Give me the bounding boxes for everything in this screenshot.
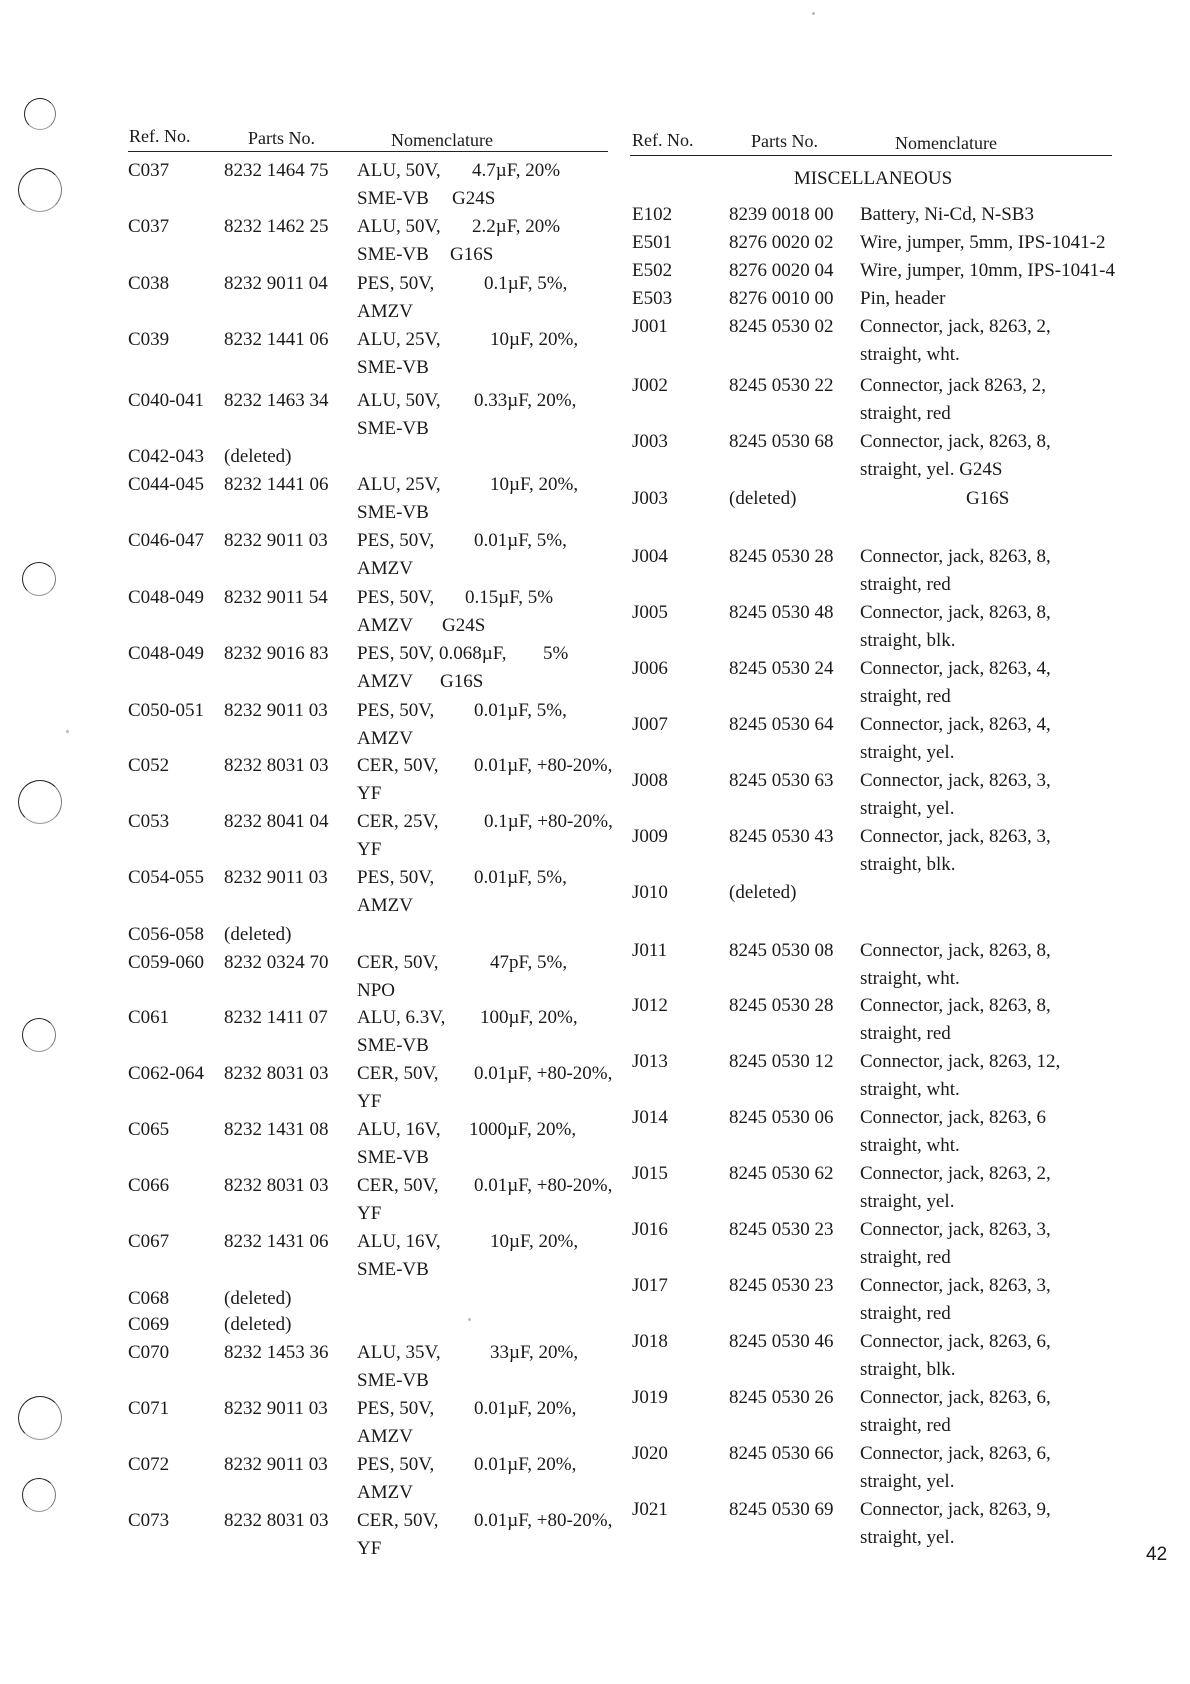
parts-no: 8232 1431 06 [224,1231,329,1252]
parts-no: 8232 9011 03 [224,700,328,721]
parts-no: 8232 9011 03 [224,1398,328,1419]
ref-no: C052 [128,755,170,776]
ref-no: C061 [128,1007,170,1028]
parts-no: 8232 8031 03 [224,1175,329,1196]
parts-no: 8245 0530 06 [729,1107,834,1128]
nomenclature-value: 4.7µF, 20% [472,160,561,181]
nomenclature: PES, 50V, [357,1398,435,1419]
nomenclature-value: 0.1µF, +80-20%, [484,811,613,832]
nomenclature: Connector, jack, 8263, 4, [860,714,1051,735]
ref-no: C046-047 [128,530,204,551]
nomenclature: ALU, 25V, [357,329,441,350]
nomenclature: Connector, jack, 8263, 6 [860,1107,1047,1128]
ref-no: C039 [128,329,170,350]
nomenclature-value: 0.15µF, 5% [465,587,554,608]
left-header-ref: Ref. No. [129,126,191,146]
parts-no: 8245 0530 22 [729,375,834,396]
parts-no: 8232 9011 03 [224,1454,328,1475]
parts-no: 8245 0530 66 [729,1443,834,1464]
ref-no: C040-041 [128,390,204,411]
ref-no: E102 [632,204,673,225]
right-header-ref: Ref. No. [632,130,694,150]
nomenclature-value: 0.1µF, 5%, [484,273,568,294]
nomenclature-line-2: YF [357,783,382,804]
ref-no: C056-058 [128,924,204,945]
right-header-parts: Parts No. [751,131,818,151]
binder-hole [22,1018,56,1052]
parts-no: 8232 9011 03 [224,867,328,888]
nomenclature-value: 47pF, 5%, [490,952,568,973]
ref-no: J012 [632,995,668,1016]
nomenclature: PES, 50V, [357,700,435,721]
ref-no: C059-060 [128,952,204,973]
nomenclature: CER, 50V, [357,755,439,776]
nomenclature-line-2: straight, yel. [860,1191,955,1212]
nomenclature-line-2: straight, red [860,686,951,707]
nomenclature: PES, 50V, [357,587,435,608]
binder-hole [22,1478,56,1512]
nomenclature-value: 0.01µF, 20%, [474,1454,577,1475]
nomenclature-line-2: NPO [357,980,396,1001]
section-title-miscellaneous: MISCELLANEOUS [793,168,953,189]
parts-no: 8232 9011 54 [224,587,328,608]
nomenclature: Connector, jack, 8263, 8, [860,431,1051,452]
nomenclature: Connector, jack, 8263, 6, [860,1331,1051,1352]
nomenclature-line-2: straight, red [860,574,951,595]
nomenclature: CER, 50V, [357,952,439,973]
nomenclature-line-2: straight, blk. [860,630,956,651]
ref-no: J019 [632,1387,668,1408]
nomenclature-value: 0.33µF, 20%, [474,390,577,411]
nomenclature: ALU, 25V, [357,474,441,495]
parts-no: (deleted) [729,882,797,903]
parts-no: 8245 0530 24 [729,658,834,679]
nomenclature-value: 0.01µF, +80-20%, [474,755,613,776]
ref-no: J015 [632,1163,668,1184]
nomenclature-value: 0.01µF, +80-20%, [474,1063,613,1084]
nomenclature: ALU, 35V, [357,1342,441,1363]
ref-no: C044-045 [128,474,204,495]
binder-hole [22,562,56,596]
nomenclature-line-2: straight, wht. [860,1135,960,1156]
parts-no: 8232 9011 04 [224,273,328,294]
ref-no: J018 [632,1331,668,1352]
ref-no: J011 [632,940,668,961]
nomenclature: Connector, jack, 8263, 8, [860,995,1051,1016]
nomenclature-line-2: YF [357,1538,382,1559]
nomenclature: ALU, 50V, [357,160,441,181]
parts-no: 8232 1441 06 [224,474,329,495]
ref-no: J006 [632,658,668,679]
nomenclature: Connector, jack, 8263, 8, [860,546,1051,567]
nomenclature-line-2: AMZV [357,1426,413,1447]
nomenclature: Connector, jack, 8263, 6, [860,1387,1051,1408]
nomenclature: Connector, jack, 8263, 3, [860,1219,1051,1240]
ref-no: J005 [632,602,668,623]
parts-no: 8245 0530 23 [729,1275,834,1296]
ref-no: C066 [128,1175,170,1196]
ref-no: C042-043 [128,446,204,467]
parts-no: 8232 1464 75 [224,160,329,181]
nomenclature-line-2: straight, yel. [860,742,955,763]
parts-no: (deleted) [729,488,797,509]
parts-no: 8245 0530 46 [729,1331,834,1352]
nomenclature-line-2: SME-VB [357,1370,429,1391]
nomenclature: PES, 50V, [357,530,435,551]
parts-no: 8245 0530 26 [729,1387,834,1408]
nomenclature: CER, 25V, [357,811,439,832]
ref-no: C067 [128,1231,170,1252]
nomenclature: PES, 50V, [357,867,435,888]
ref-no: J016 [632,1219,668,1240]
nomenclature-line-2: straight, wht. [860,968,960,989]
nomenclature: CER, 50V, [357,1175,439,1196]
ref-no: C037 [128,160,170,181]
nomenclature-line-2: AMZV [357,671,413,692]
nomenclature: CER, 50V, [357,1510,439,1531]
parts-no: 8232 1462 25 [224,216,329,237]
nomenclature-line-2: YF [357,1203,382,1224]
nomenclature-line-2: straight, blk. [860,854,956,875]
parts-no: 8245 0530 62 [729,1163,834,1184]
nomenclature: Wire, jumper, 5mm, IPS-1041-2 [860,232,1106,253]
nomenclature-line-2: SME-VB [357,1259,429,1280]
nomenclature-variant: G16S [450,244,494,265]
left-header-rule [128,151,608,152]
nomenclature: Connector, jack, 8263, 6, [860,1443,1051,1464]
nomenclature-value: 0.01µF, 5%, [474,700,567,721]
nomenclature: Connector, jack 8263, 2, [860,375,1047,396]
parts-no: 8245 0530 12 [729,1051,834,1072]
parts-no: 8245 0530 69 [729,1499,834,1520]
binder-hole [18,1396,62,1440]
parts-no: 8245 0530 64 [729,714,834,735]
nomenclature-value: 10µF, 20%, [490,329,579,350]
ref-no: C071 [128,1398,170,1419]
parts-no: 8232 1441 06 [224,329,329,350]
speck [468,1318,471,1321]
nomenclature-line-2: straight, wht. [860,344,960,365]
parts-no: 8245 0530 23 [729,1219,834,1240]
ref-no: J007 [632,714,668,735]
nomenclature-line-2: SME-VB [357,418,429,439]
nomenclature-value: 10µF, 20%, [490,474,579,495]
ref-no: C065 [128,1119,170,1140]
nomenclature: Connector, jack, 8263, 2, [860,316,1051,337]
nomenclature: ALU, 6.3V, [357,1007,446,1028]
page-number: 42 [1146,1544,1168,1565]
nomenclature-line-2: AMZV [357,1482,413,1503]
nomenclature-value: 33µF, 20%, [490,1342,579,1363]
parts-no: (deleted) [224,446,292,467]
nomenclature-line-2: straight, red [860,403,951,424]
nomenclature: PES, 50V, [357,1454,435,1475]
parts-no: 8232 8031 03 [224,1063,329,1084]
left-header-nomenclature: Nomenclature [391,130,493,150]
nomenclature-line-2: straight, red [860,1023,951,1044]
left-header-parts: Parts No. [248,128,315,148]
parts-no: 8232 8031 03 [224,1510,329,1531]
ref-no: C053 [128,811,170,832]
nomenclature-value: 100µF, 20%, [480,1007,578,1028]
nomenclature: Connector, jack, 8263, 2, [860,1163,1051,1184]
nomenclature: Connector, jack, 8263, 12, [860,1051,1061,1072]
nomenclature-line-2: AMZV [357,558,413,579]
nomenclature: Connector, jack, 8263, 8, [860,940,1051,961]
parts-no: 8245 0530 02 [729,316,834,337]
nomenclature-line-2: straight, yel. [860,1471,955,1492]
ref-no: J004 [632,546,668,567]
ref-no: C073 [128,1510,170,1531]
right-header-rule [630,155,1112,156]
parts-no: 8245 0530 63 [729,770,834,791]
parts-no: 8232 1411 07 [224,1007,328,1028]
parts-no: 8245 0530 28 [729,546,834,567]
parts-no: (deleted) [224,924,292,945]
ref-no: J021 [632,1499,668,1520]
ref-no: C037 [128,216,170,237]
ref-no: C048-049 [128,587,204,608]
binder-hole [18,780,62,824]
parts-no: (deleted) [224,1314,292,1335]
ref-no: J008 [632,770,668,791]
parts-no: 8245 0530 48 [729,602,834,623]
parts-no: 8232 8031 03 [224,755,329,776]
nomenclature-value: 0.01µF, +80-20%, [474,1175,613,1196]
nomenclature-value: 0.01µF, +80-20%, [474,1510,613,1531]
nomenclature-line-2: SME-VB [357,244,429,265]
parts-no: 8276 0020 04 [729,260,834,281]
ref-no: E501 [632,232,673,253]
nomenclature-line-2: straight, red [860,1247,951,1268]
ref-no: C070 [128,1342,170,1363]
parts-no: (deleted) [224,1288,292,1309]
nomenclature-line-2: AMZV [357,301,413,322]
parts-no: 8232 0324 70 [224,952,329,973]
parts-no: 8232 1453 36 [224,1342,329,1363]
right-header-nomenclature: Nomenclature [895,133,997,153]
ref-no: E503 [632,288,673,309]
nomenclature-line-2: straight, yel. G24S [860,459,1003,480]
ref-no: J014 [632,1107,668,1128]
nomenclature: Wire, jumper, 10mm, IPS-1041-4 [860,260,1115,281]
nomenclature: ALU, 16V, [357,1231,441,1252]
binder-hole [18,168,62,212]
binder-hole [24,98,56,130]
nomenclature-line-2: straight, red [860,1415,951,1436]
parts-no: 8276 0020 02 [729,232,834,253]
nomenclature-line-2: YF [357,839,382,860]
nomenclature-value: 1000µF, 20%, [469,1119,577,1140]
nomenclature-line-2: SME-VB [357,502,429,523]
parts-no: 8232 9016 83 [224,643,329,664]
nomenclature-variant: G16S [966,488,1010,509]
nomenclature: ALU, 50V, [357,216,441,237]
nomenclature: ALU, 16V, [357,1119,441,1140]
ref-no: J009 [632,826,668,847]
nomenclature-line-2: AMZV [357,615,413,636]
nomenclature-line-2: straight, yel. [860,1527,955,1548]
parts-no: 8232 9011 03 [224,530,328,551]
nomenclature: Connector, jack, 8263, 8, [860,602,1051,623]
nomenclature-line-2: AMZV [357,728,413,749]
nomenclature: Connector, jack, 8263, 9, [860,1499,1051,1520]
ref-no: C048-049 [128,643,204,664]
nomenclature-line-2: YF [357,1091,382,1112]
parts-no: 8232 1463 34 [224,390,329,411]
speck [812,12,815,15]
nomenclature-line-2: straight, red [860,1303,951,1324]
nomenclature: Connector, jack, 8263, 3, [860,770,1051,791]
ref-no: C054-055 [128,867,204,888]
ref-no: E502 [632,260,673,281]
speck [66,730,69,733]
parts-no: 8232 1431 08 [224,1119,329,1140]
nomenclature-value: 10µF, 20%, [490,1231,579,1252]
ref-no: J003 [632,431,668,452]
nomenclature-variant: G24S [442,615,486,636]
nomenclature-line-2: SME-VB [357,357,429,378]
nomenclature: Pin, header [860,288,946,309]
ref-no: C068 [128,1288,170,1309]
nomenclature-value: 5% [543,643,569,664]
parts-no: 8245 0530 68 [729,431,834,452]
nomenclature-variant: G16S [440,671,484,692]
nomenclature-value: 2.2µF, 20% [472,216,561,237]
ref-no: C069 [128,1314,170,1335]
ref-no: C038 [128,273,170,294]
parts-no: 8245 0530 08 [729,940,834,961]
ref-no: C062-064 [128,1063,204,1084]
nomenclature: Connector, jack, 8263, 3, [860,826,1051,847]
nomenclature-value: 0.01µF, 5%, [474,867,567,888]
ref-no: C050-051 [128,700,204,721]
parts-no: 8276 0010 00 [729,288,834,309]
nomenclature: Connector, jack, 8263, 4, [860,658,1051,679]
ref-no: J020 [632,1443,668,1464]
nomenclature: CER, 50V, [357,1063,439,1084]
nomenclature: PES, 50V, 0.068µF, [357,643,507,664]
ref-no: J010 [632,882,668,903]
parts-no: 8245 0530 28 [729,995,834,1016]
nomenclature-variant: G24S [452,188,496,209]
nomenclature: Connector, jack, 8263, 3, [860,1275,1051,1296]
ref-no: J003 [632,488,668,509]
nomenclature-value: 0.01µF, 5%, [474,530,567,551]
parts-no: 8245 0530 43 [729,826,834,847]
nomenclature: PES, 50V, [357,273,435,294]
parts-no: 8239 0018 00 [729,204,834,225]
ref-no: C072 [128,1454,170,1475]
ref-no: J017 [632,1275,668,1296]
nomenclature-line-2: straight, yel. [860,798,955,819]
nomenclature-line-2: SME-VB [357,1147,429,1168]
nomenclature-value: 0.01µF, 20%, [474,1398,577,1419]
nomenclature-line-2: SME-VB [357,1035,429,1056]
nomenclature-line-2: AMZV [357,895,413,916]
ref-no: J013 [632,1051,668,1072]
nomenclature: ALU, 50V, [357,390,441,411]
ref-no: J001 [632,316,668,337]
ref-no: J002 [632,375,668,396]
nomenclature-line-2: straight, blk. [860,1359,956,1380]
nomenclature-line-2: straight, wht. [860,1079,960,1100]
parts-no: 8232 8041 04 [224,811,329,832]
nomenclature-line-2: SME-VB [357,188,429,209]
nomenclature: Battery, Ni-Cd, N-SB3 [860,204,1034,225]
